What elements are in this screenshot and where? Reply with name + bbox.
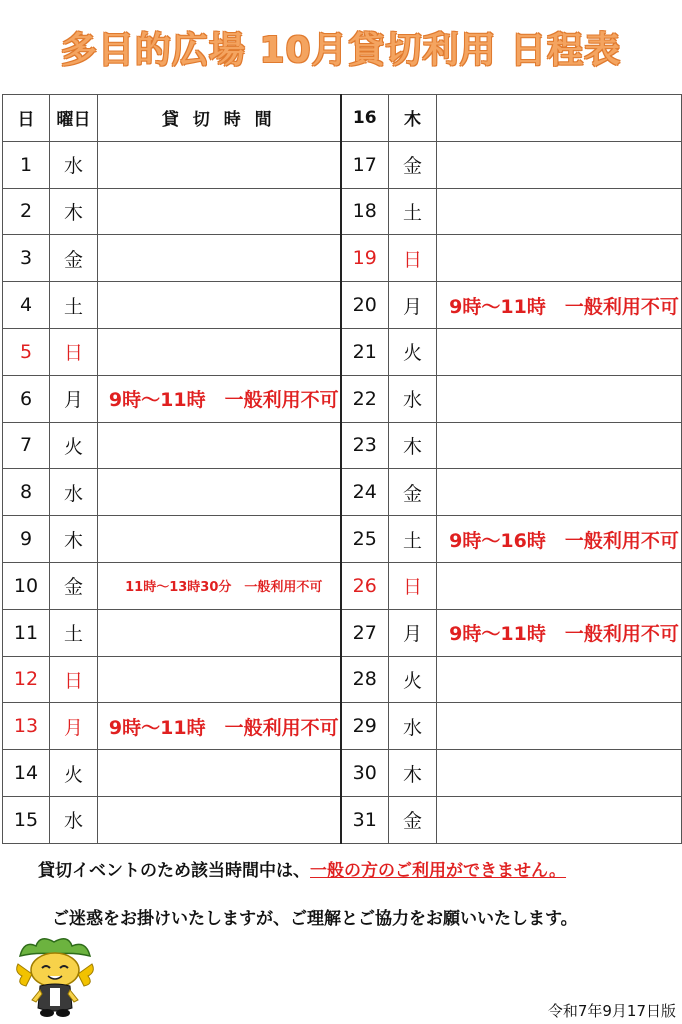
rental-time-note bbox=[437, 750, 682, 797]
rental-time-note bbox=[98, 282, 341, 329]
weekday: 土 bbox=[50, 282, 98, 329]
weekday: 火 bbox=[50, 750, 98, 797]
weekday: 土 bbox=[50, 609, 98, 656]
day-number: 26 bbox=[341, 562, 389, 609]
day-number: 16 bbox=[341, 95, 389, 142]
day-number: 25 bbox=[341, 516, 389, 563]
day-number: 6 bbox=[3, 375, 50, 422]
weekday: 月 bbox=[50, 703, 98, 750]
rental-time-note bbox=[437, 422, 682, 469]
schedule-body bbox=[3, 95, 682, 844]
day-number: 3 bbox=[3, 235, 50, 282]
weekday: 木 bbox=[50, 516, 98, 563]
day-number: 12 bbox=[3, 656, 50, 703]
day-number: 11 bbox=[3, 609, 50, 656]
day-number: 15 bbox=[3, 796, 50, 843]
day-number: 22 bbox=[341, 375, 389, 422]
weekday: 土 bbox=[389, 516, 437, 563]
weekday: 月 bbox=[389, 609, 437, 656]
rental-time-note bbox=[437, 235, 682, 282]
weekday: 土 bbox=[389, 188, 437, 235]
rental-time-note: 9時～11時 一般利用不可 bbox=[437, 282, 682, 329]
rental-time-note: 9時～11時 一般利用不可 bbox=[437, 609, 682, 656]
day-number: 21 bbox=[341, 328, 389, 375]
table-row bbox=[3, 469, 682, 516]
day-number: 1 bbox=[3, 141, 50, 188]
table-row bbox=[3, 750, 682, 797]
rental-time-note: 11時～13時30分 一般利用不可 bbox=[98, 562, 341, 609]
table-row bbox=[3, 796, 682, 843]
rental-time-note bbox=[437, 95, 682, 142]
rental-time-note bbox=[98, 235, 341, 282]
rental-time-note bbox=[437, 188, 682, 235]
rental-time-note bbox=[437, 562, 682, 609]
table-row bbox=[3, 235, 682, 282]
header-rental-time: 貸 切 時 間 bbox=[98, 95, 341, 142]
rental-time-note bbox=[98, 609, 341, 656]
day-number: 30 bbox=[341, 750, 389, 797]
weekday: 金 bbox=[50, 235, 98, 282]
day-number: 28 bbox=[341, 656, 389, 703]
weekday: 木 bbox=[389, 422, 437, 469]
table-row bbox=[3, 141, 682, 188]
weekday: 木 bbox=[50, 188, 98, 235]
weekday: 月 bbox=[50, 375, 98, 422]
day-number: 17 bbox=[341, 141, 389, 188]
weekday: 日 bbox=[50, 656, 98, 703]
weekday: 金 bbox=[389, 796, 437, 843]
rental-time-note bbox=[98, 656, 341, 703]
day-number: 31 bbox=[341, 796, 389, 843]
table-row bbox=[3, 328, 682, 375]
rental-time-note: 9時～11時 一般利用不可 bbox=[98, 703, 341, 750]
rental-time-note bbox=[437, 796, 682, 843]
weekday: 水 bbox=[389, 375, 437, 422]
notice-line-1-prefix: 貸切イベントのため該当時間中は、 bbox=[38, 861, 310, 881]
rental-time-note: 9時～16時 一般利用不可 bbox=[437, 516, 682, 563]
weekday: 金 bbox=[389, 141, 437, 188]
header-weekday: 曜日 bbox=[50, 95, 98, 142]
rental-time-note bbox=[437, 328, 682, 375]
notice-line-2: ご迷惑をお掛けいたしますが、ご理解とご協力をお願いいたします。 bbox=[52, 909, 578, 929]
rental-time-note bbox=[98, 422, 341, 469]
mascot-illustration bbox=[14, 934, 96, 1020]
weekday: 水 bbox=[50, 796, 98, 843]
rental-time-note bbox=[98, 188, 341, 235]
rental-time-note bbox=[98, 328, 341, 375]
rental-time-note bbox=[437, 469, 682, 516]
rental-time-note bbox=[98, 141, 341, 188]
rental-time-note bbox=[437, 656, 682, 703]
rental-time-note bbox=[437, 141, 682, 188]
rental-time-note bbox=[98, 750, 341, 797]
weekday: 日 bbox=[389, 235, 437, 282]
weekday: 火 bbox=[50, 422, 98, 469]
table-row bbox=[3, 703, 682, 750]
day-number: 7 bbox=[3, 422, 50, 469]
rental-time-note: 9時～11時 一般利用不可 bbox=[98, 375, 341, 422]
weekday: 水 bbox=[50, 141, 98, 188]
version-label: 令和7年9月17日版 bbox=[547, 1002, 676, 1020]
day-number: 5 bbox=[3, 328, 50, 375]
day-number: 29 bbox=[341, 703, 389, 750]
day-number: 9 bbox=[3, 516, 50, 563]
page-title: 多目的広場 10月貸切利用 日程表 bbox=[60, 30, 622, 71]
day-number: 20 bbox=[341, 282, 389, 329]
weekday: 木 bbox=[389, 750, 437, 797]
table-row bbox=[3, 188, 682, 235]
rental-time-note bbox=[437, 703, 682, 750]
weekday: 金 bbox=[50, 562, 98, 609]
weekday: 水 bbox=[389, 703, 437, 750]
table-row bbox=[3, 609, 682, 656]
day-number: 10 bbox=[3, 562, 50, 609]
weekday: 木 bbox=[389, 95, 437, 142]
day-number: 4 bbox=[3, 282, 50, 329]
notice-line-1 bbox=[38, 856, 566, 881]
notice-line-1-emphasis: 一般の方のご利用ができません。 bbox=[310, 861, 567, 881]
schedule-table bbox=[2, 94, 682, 844]
rental-time-note bbox=[98, 469, 341, 516]
day-number: 14 bbox=[3, 750, 50, 797]
weekday: 日 bbox=[50, 328, 98, 375]
header-row bbox=[3, 95, 682, 142]
table-row bbox=[3, 516, 682, 563]
table-row bbox=[3, 282, 682, 329]
table-row bbox=[3, 562, 682, 609]
day-number: 23 bbox=[341, 422, 389, 469]
day-number: 24 bbox=[341, 469, 389, 516]
table-row bbox=[3, 375, 682, 422]
table-row bbox=[3, 656, 682, 703]
header-day: 日 bbox=[3, 95, 50, 142]
rental-time-note bbox=[98, 796, 341, 843]
day-number: 8 bbox=[3, 469, 50, 516]
weekday: 火 bbox=[389, 328, 437, 375]
day-number: 18 bbox=[341, 188, 389, 235]
weekday: 金 bbox=[389, 469, 437, 516]
weekday: 火 bbox=[389, 656, 437, 703]
table-row bbox=[3, 422, 682, 469]
day-number: 27 bbox=[341, 609, 389, 656]
day-number: 13 bbox=[3, 703, 50, 750]
day-number: 19 bbox=[341, 235, 389, 282]
weekday: 月 bbox=[389, 282, 437, 329]
rental-time-note bbox=[98, 516, 341, 563]
day-number: 2 bbox=[3, 188, 50, 235]
weekday: 水 bbox=[50, 469, 98, 516]
rental-time-note bbox=[437, 375, 682, 422]
weekday: 日 bbox=[389, 562, 437, 609]
